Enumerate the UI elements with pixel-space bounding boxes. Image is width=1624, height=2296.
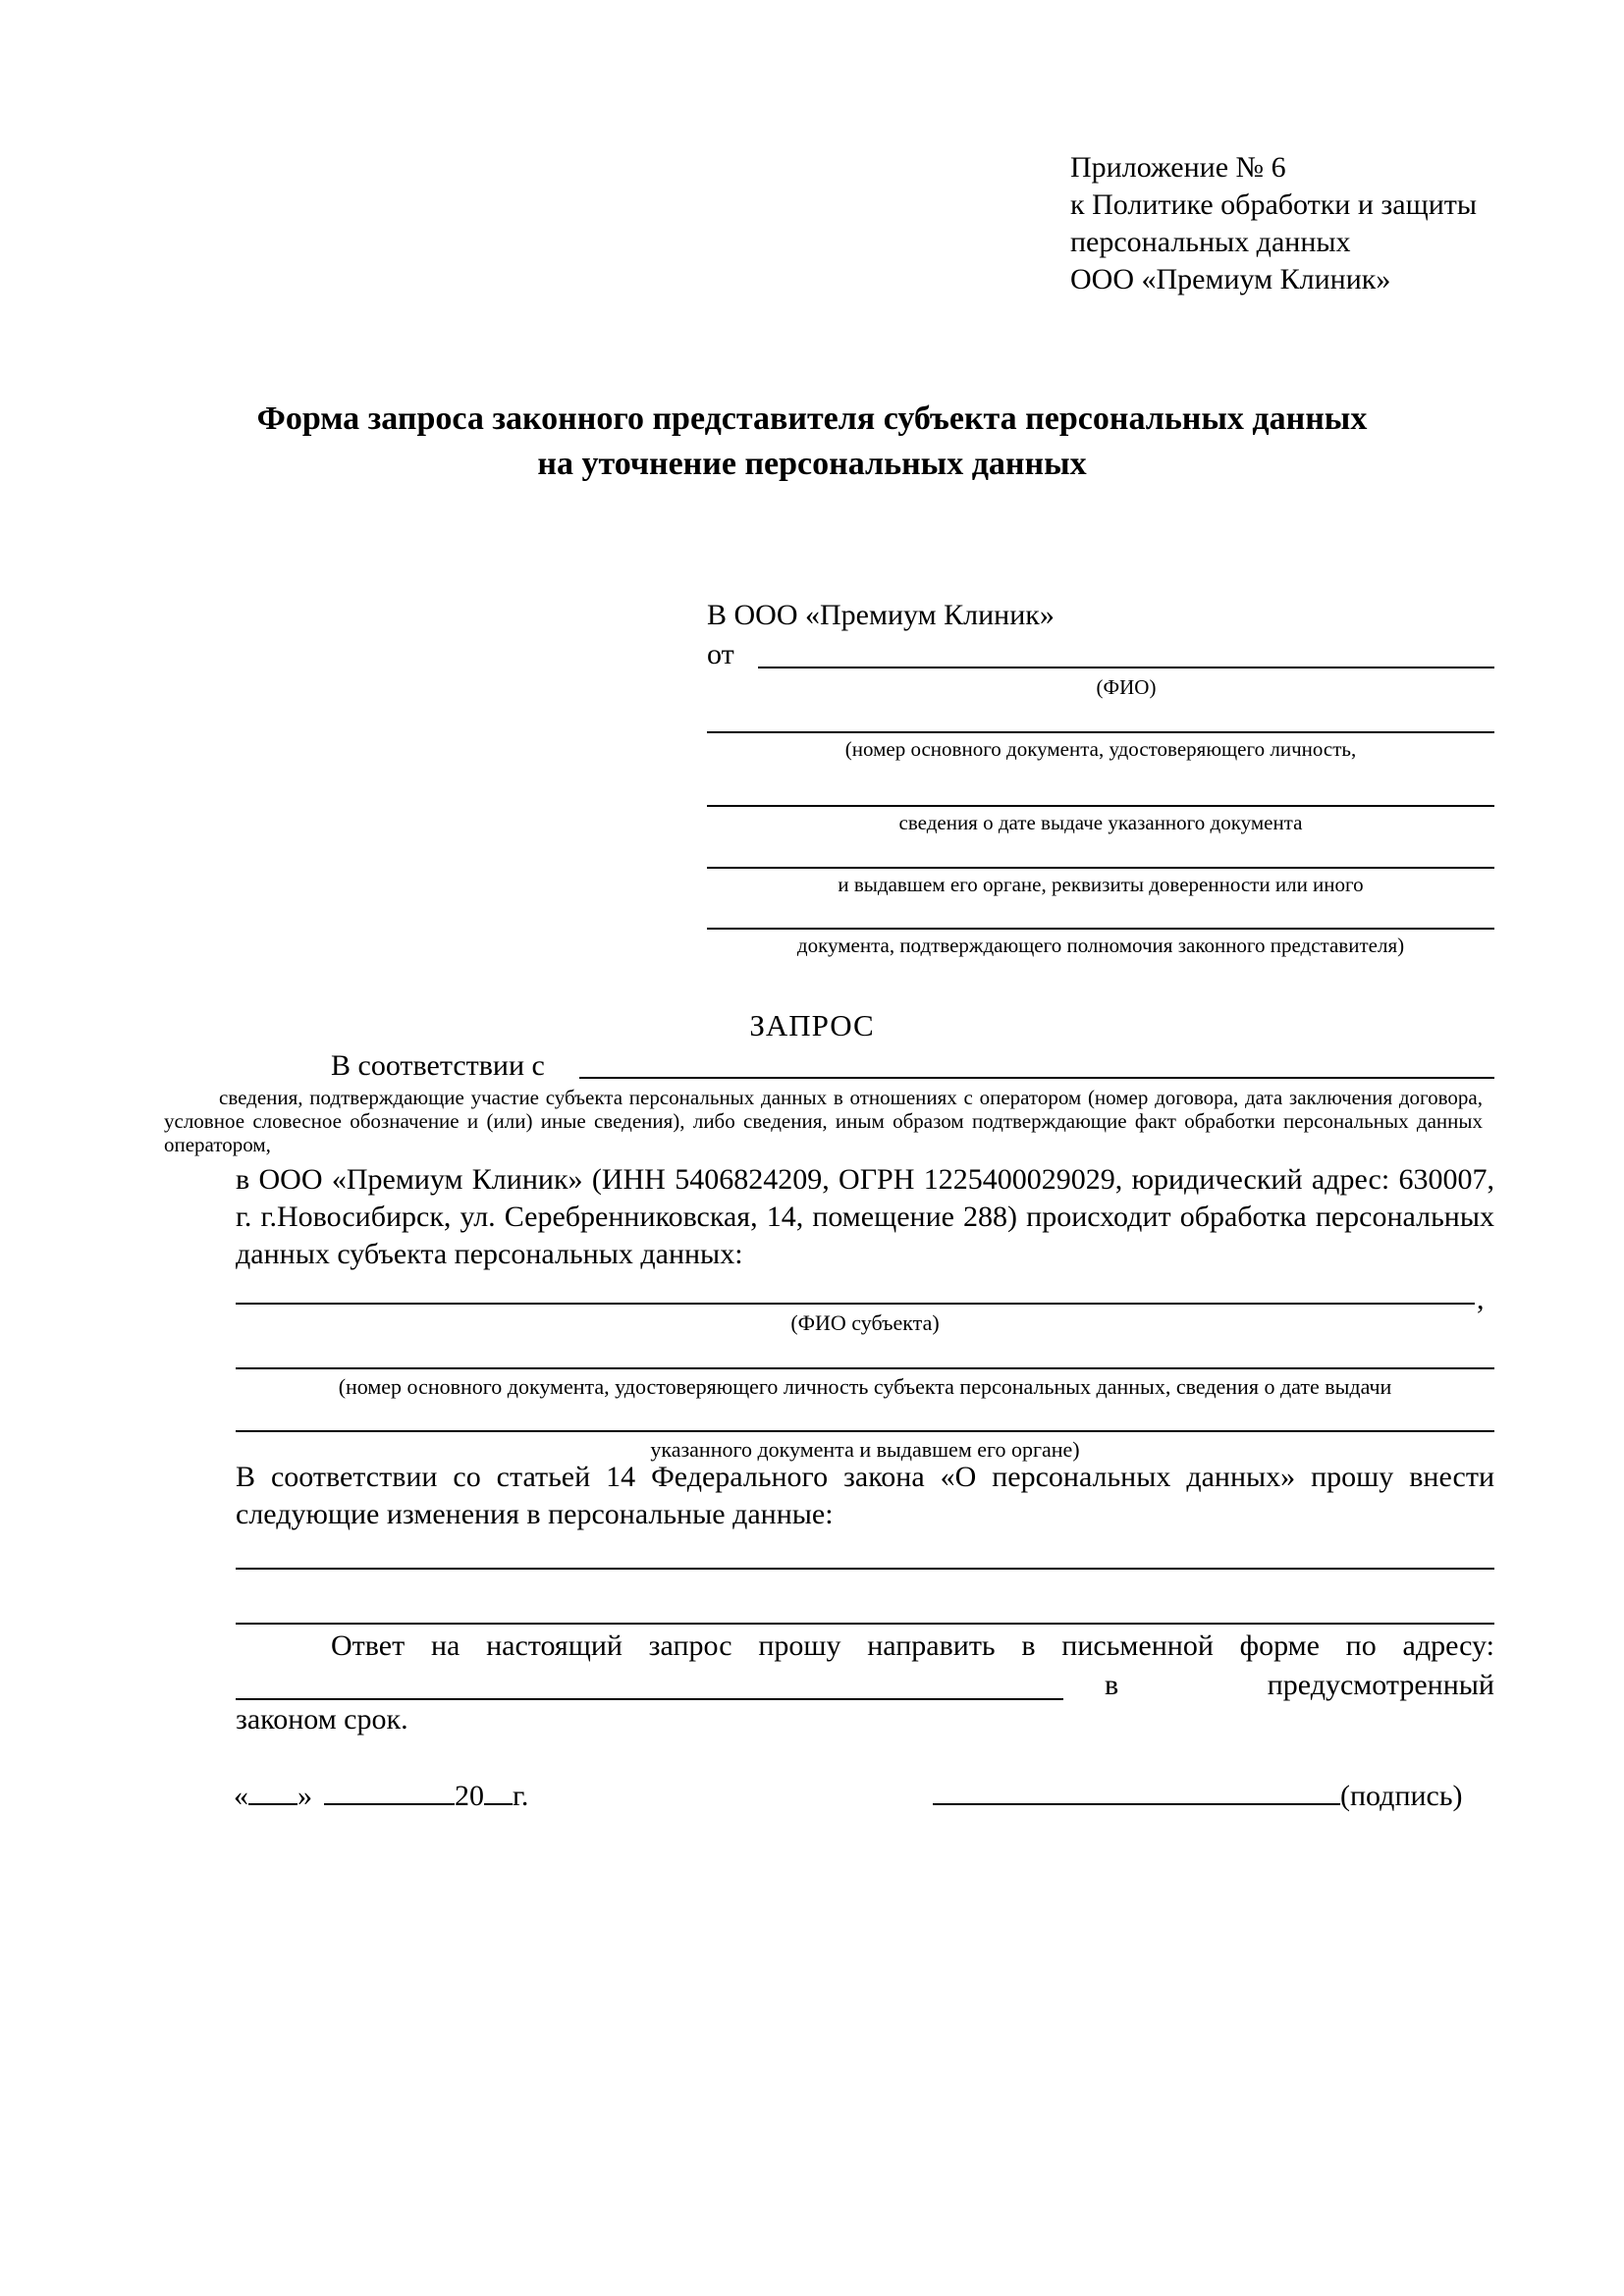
date-year-suffix: г.: [513, 1780, 529, 1812]
blank-line-representative-doc-4: [707, 928, 1494, 930]
blank-line-subject-fio: [236, 1303, 1475, 1305]
date-quote-open: «: [234, 1780, 248, 1812]
date-year-prefix: 20: [455, 1780, 484, 1812]
signature-line: [933, 1778, 1463, 1815]
from-label: от: [707, 638, 734, 670]
annex-note-line: к Политике обработки и защиты: [1070, 188, 1478, 221]
blank-line-representative-doc-1: [707, 731, 1494, 733]
reply-closing: законом срок.: [236, 1703, 408, 1735]
annex-note-line: Приложение № 6: [1070, 151, 1286, 184]
caption-subject-fio: (ФИО субъекта): [790, 1310, 940, 1335]
reply-sentence: Ответ на настоящий запрос прошу направить в письменной форме по адресу:: [331, 1629, 1494, 1662]
caption-fio: (ФИО): [1096, 675, 1157, 699]
caption-signature: (подпись): [1340, 1780, 1463, 1812]
annex-note-line: ООО «Премиум Клиник»: [1070, 263, 1391, 295]
annex-note-line: персональных данных: [1070, 226, 1351, 258]
addressee-organization: В ООО «Премиум Клиник»: [707, 599, 1055, 631]
intro-prefix: В соответствии с: [331, 1049, 545, 1082]
amendment-paragraph: В соответствии со статьей 14 Федерального закона «О персональных данных» прошу внести следующие изменения в персональные данные:: [236, 1461, 1494, 1530]
caption-subject-doc-1: (номер основного документа, удостоверяющего личность субъекта персональных данных, сведения о дате выдачи: [338, 1374, 1392, 1399]
blank-line-subject-doc-1: [236, 1367, 1494, 1369]
blank-date-month: [324, 1803, 455, 1805]
form-title: [0, 397, 1624, 487]
blank-date-day: [248, 1803, 298, 1805]
blank-line-basis: [579, 1077, 1494, 1079]
reply-word-predusmotrennyj: предусмотренный: [1267, 1669, 1494, 1701]
subject-fio-comma: ,: [1477, 1283, 1485, 1315]
blank-line-representative-doc-3: [707, 867, 1494, 869]
intro-footnote: сведения, подтверждающие участие субъекта персональных данных в отношениях с оператором (номер договора, дата заключения договора, условное словесное обозначение и (или) иные сведения), либо сведения, иным образом подтверждающие факт обработки персональных данных оператором,: [164, 1086, 1483, 1156]
caption-representative-doc-4: документа, подтверждающего полномочия законного представителя): [796, 934, 1405, 957]
annex-note: [1070, 149, 1477, 298]
caption-representative-doc-3: и выдавшем его органе, реквизиты доверенности или иного: [838, 873, 1364, 896]
form-title-line: Форма запроса законного представителя субъекта персональных данных: [256, 400, 1368, 437]
blank-line-reply-address: [236, 1698, 1063, 1700]
request-heading: ЗАПРОС: [749, 1008, 875, 1042]
caption-representative-doc-1: (номер основного документа, удостоверяющего личность,: [844, 737, 1357, 761]
blank-line-amendments-1: [236, 1568, 1494, 1570]
date-quote-close: »: [298, 1780, 312, 1812]
caption-subject-doc-2: указанного документа и выдавшем его органе): [650, 1437, 1080, 1462]
blank-line-representative-doc-2: [707, 805, 1494, 807]
blank-date-year: [484, 1803, 513, 1805]
blank-line-representative-fio: [758, 667, 1494, 668]
blank-line-amendments-2: [236, 1623, 1494, 1625]
reply-word-v: в: [1105, 1669, 1119, 1701]
blank-line-subject-doc-2: [236, 1430, 1494, 1432]
date-line: [234, 1778, 528, 1815]
form-title-line: на уточнение персональных данных: [537, 446, 1087, 482]
blank-signature: [933, 1803, 1340, 1805]
operator-paragraph: в ООО «Премиум Клиник» (ИНН 5406824209, ОГРН 1225400029029, юридический адрес: 630007, г. г.Новосибирск, ул. Серебренниковская, 14, помещение 288) происходит обработка персональных данных субъекта персональных данных:: [236, 1163, 1494, 1270]
caption-representative-doc-2: сведения о дате выдаче указанного документа: [898, 811, 1303, 834]
